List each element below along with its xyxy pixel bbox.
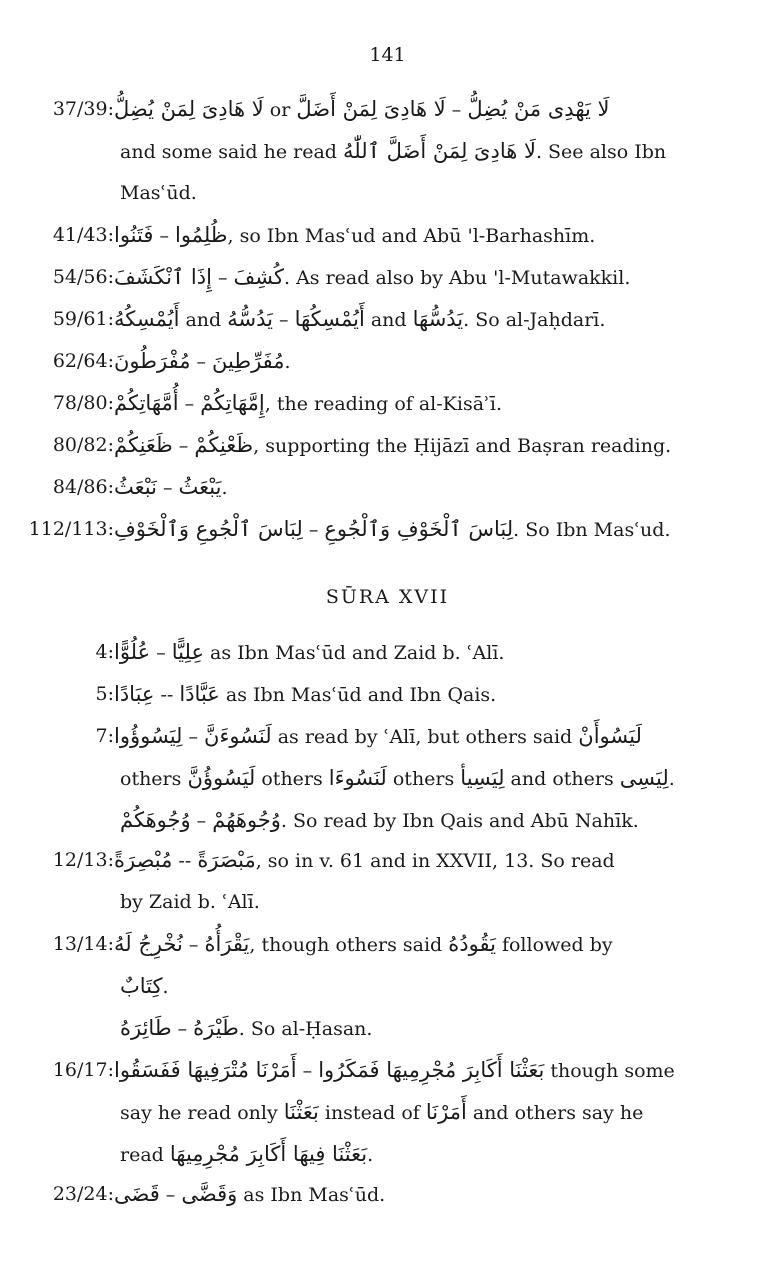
entry-line — [120, 1137, 373, 1171]
arabic-text: عِبَادًا — [114, 682, 155, 706]
section-heading: SŪRA XVII — [325, 586, 450, 608]
latin-text: , so Ibn Masʿud and Abū 'l-Barhashīm. — [227, 225, 596, 247]
latin-text: – — [159, 1184, 182, 1206]
latin-text: as Ibn Masʿūd and Zaid b. ʿAlī. — [203, 642, 505, 664]
arabic-text: عُلُوًّا — [114, 640, 151, 664]
entry-line — [114, 302, 605, 336]
arabic-text: وُجُوهَهُمْ — [212, 808, 281, 832]
arabic-text: نُخْرِجُ لَهُ — [114, 932, 183, 956]
latin-text: – — [150, 642, 172, 664]
arabic-text: عِلِيًّا — [171, 640, 204, 664]
arabic-text: أَمَرْنَا مُتْرَفِيهَا فَفَسَقُوا — [114, 1058, 297, 1082]
latin-text: . So Ibn Masʿud. — [513, 519, 671, 541]
arabic-text: ظَعْنِكُمْ — [194, 433, 254, 457]
arabic-text: لَا هَادِىَ لِمَنْ يُضِلُّ — [114, 97, 264, 121]
arabic-text: طَيْرَهُ — [193, 1016, 239, 1040]
verse-ref: 54/56: — [52, 266, 114, 288]
entry-line — [114, 927, 613, 961]
arabic-text: لَيَسُوؤُنَّ — [187, 766, 256, 790]
arabic-text: لِيَسِى — [619, 766, 669, 790]
verse-ref: 5: — [95, 683, 114, 705]
verse-ref: 80/82: — [52, 434, 114, 456]
entry-line — [114, 386, 502, 420]
latin-text: as read by ʿAlī, but others said — [271, 726, 579, 748]
arabic-text: كِتَابٌ — [120, 974, 163, 998]
arabic-text: لِيَسِيأ — [460, 766, 505, 790]
entry-line — [114, 719, 642, 753]
latin-text: -- — [154, 684, 180, 706]
arabic-text: عَبَّادًا — [179, 682, 220, 706]
arabic-text: لِبَاسَ ٱلْجُوعِ وَٱلْخَوْفِ — [114, 517, 303, 541]
latin-text: read — [120, 1144, 170, 1166]
arabic-text: يَقُودُهُ — [448, 932, 496, 956]
latin-text: . So al-Ḥasan. — [238, 1018, 373, 1040]
latin-text: – — [171, 1018, 194, 1040]
latin-text: instead of — [318, 1102, 426, 1124]
latin-text: , so in v. 61 and in XXVII, 13. So read — [255, 850, 615, 872]
entry-line — [120, 1011, 372, 1045]
latin-text: – — [182, 726, 205, 748]
arabic-text: بَعَثْنَا فِيهَا أَكَابِرَ مُجْرِمِيهَا — [169, 1142, 368, 1166]
latin-text: – — [156, 477, 179, 499]
latin-text: . As read also by Abu 'l-Mutawakkil. — [284, 267, 631, 289]
verse-ref: 12/13: — [52, 849, 114, 871]
latin-text: as Ibn Masʿūd and Ibn Qais. — [219, 684, 497, 706]
arabic-text: إِذَا ٱنْكَشَفَ — [114, 265, 212, 289]
arabic-text: مَبْصَرَةً — [197, 848, 256, 872]
verse-ref: 84/86: — [52, 476, 114, 498]
arabic-text: بَعَثْنَا أَكَابِرَ مُجْرِمِيهَا فَمَكَرُوا — [318, 1058, 545, 1082]
entry-line — [114, 635, 504, 669]
latin-text: , the reading of al-Kisāʾī. — [264, 393, 502, 415]
arabic-text: نَبْعَثُ — [114, 475, 157, 499]
entry-line — [120, 969, 169, 1003]
latin-text: – — [153, 225, 175, 247]
entry-line — [114, 428, 671, 462]
arabic-text: لَا هَادِىَ لِمَنْ أَضَلَّ ٱللّٰهُ — [343, 139, 536, 163]
latin-text: , supporting the Ḥijāzī and Baṣran reading. — [253, 435, 672, 457]
arabic-text: يَبْعَثُ — [178, 475, 222, 499]
verse-ref: 62/64: — [52, 350, 114, 372]
entry-line — [120, 761, 675, 795]
arabic-text: لَيَسُوأَنْ — [578, 724, 642, 748]
page-number: 141 — [369, 44, 406, 66]
latin-text: – — [302, 519, 325, 541]
entry-line — [120, 803, 639, 837]
latin-text: . — [668, 768, 675, 790]
entry-line — [120, 1095, 643, 1129]
arabic-text: لِبَاسَ ٱلْخَوْفِ وَٱلْجُوعِ — [324, 517, 514, 541]
latin-text: and — [364, 309, 413, 331]
entry-line — [114, 344, 291, 378]
entry-line — [114, 843, 615, 877]
latin-text: . — [221, 477, 228, 499]
latin-text: . — [162, 976, 169, 998]
latin-text: . So al-Jaḥdarī. — [463, 309, 606, 331]
arabic-text: طَائِرَهُ — [120, 1016, 172, 1040]
latin-text: and others say he — [466, 1102, 644, 1124]
entry-line — [114, 218, 595, 252]
latin-text: others — [255, 768, 329, 790]
entry-line — [114, 92, 610, 126]
entry-line — [114, 1177, 385, 1211]
verse-ref: 7: — [95, 725, 114, 747]
arabic-text: مُفْرَطُونَ — [114, 349, 191, 373]
entry-line — [120, 134, 666, 168]
entry-line — [114, 677, 496, 711]
arabic-text: أُمَّهَاتِكُمْ — [114, 391, 179, 415]
verse-ref: 13/14: — [52, 933, 114, 955]
latin-text: and some said he read — [120, 141, 343, 163]
entry-line — [114, 512, 670, 546]
entry-line — [120, 176, 197, 210]
verse-ref: 41/43: — [52, 224, 114, 246]
arabic-text: أَيُمْسِكُهَا — [294, 307, 365, 331]
latin-text: – — [190, 351, 213, 373]
arabic-text: إِمَّهَاتِكُمْ — [200, 391, 265, 415]
arabic-text: فَتَنُوا — [114, 223, 154, 247]
latin-text: – — [211, 267, 234, 289]
latin-text: . — [367, 1144, 374, 1166]
arabic-text: لَنَسُوءَا — [328, 766, 387, 790]
verse-ref: 59/61: — [52, 308, 114, 330]
latin-text: – — [296, 1060, 319, 1082]
verse-ref: 4: — [95, 641, 114, 663]
latin-text: -- — [172, 850, 198, 872]
arabic-text: يَدُسُّهُ — [227, 307, 273, 331]
latin-text: – — [190, 810, 213, 832]
latin-text: by Zaid b. ʿAlī. — [120, 891, 260, 913]
entry-line — [114, 260, 630, 294]
latin-text: – — [178, 393, 201, 415]
arabic-text: مُفَرِّطِينَ — [212, 349, 285, 373]
arabic-text: لَا يَهْدِى مَنْ يُضِلُّ — [467, 97, 610, 121]
latin-text: . — [284, 351, 291, 373]
arabic-text: أَيُمْسِكُهُ — [114, 307, 180, 331]
entry-line — [114, 470, 228, 504]
latin-text: – — [182, 934, 205, 956]
latin-text: – — [272, 309, 295, 331]
arabic-text: يَدُسُّهَا — [412, 307, 464, 331]
entry-line — [114, 1053, 675, 1087]
arabic-text: كُشِفَ — [233, 265, 284, 289]
latin-text: . See also Ibn — [535, 141, 667, 163]
arabic-text: ظَعَنِكُمْ — [114, 433, 173, 457]
latin-text: Masʿūd. — [120, 182, 197, 204]
entry-line — [120, 885, 260, 919]
latin-text: as Ibn Masʿūd. — [237, 1184, 386, 1206]
arabic-text: وُجُوهَكُمْ — [120, 808, 191, 832]
arabic-text: بَعَثْنَا — [283, 1100, 319, 1124]
latin-text: – — [172, 435, 195, 457]
arabic-text: أَمَرْنَا — [425, 1100, 467, 1124]
latin-text: and — [179, 309, 228, 331]
latin-text: . So read by Ibn Qais and Abū Nahīk. — [280, 810, 639, 832]
latin-text: followed by — [495, 934, 613, 956]
arabic-text: ظُلِمُوا — [175, 223, 228, 247]
latin-text: though some — [544, 1060, 675, 1082]
latin-text: or — [263, 99, 297, 121]
latin-text: say he read only — [120, 1102, 284, 1124]
verse-ref: 37/39: — [52, 98, 114, 120]
arabic-text: لَنَسُوءَنَّ — [204, 724, 272, 748]
latin-text: – — [445, 99, 468, 121]
arabic-text: يَقْرَأُهُ — [204, 932, 250, 956]
latin-text: , though others said — [249, 934, 449, 956]
arabic-text: لِيَسُوؤُوا — [114, 724, 183, 748]
arabic-text: وَقَضَّى — [181, 1182, 238, 1206]
verse-ref: 112/113: — [28, 518, 114, 540]
verse-ref: 23/24: — [52, 1183, 114, 1205]
latin-text: others — [386, 768, 461, 790]
verse-ref: 78/80: — [52, 392, 114, 414]
arabic-text: قَضَى — [114, 1182, 160, 1206]
arabic-text: لَا هَادِىَ لِمَنْ أَضَلَّ — [296, 97, 446, 121]
verse-ref: 16/17: — [52, 1059, 114, 1081]
arabic-text: مُبْصِرَةً — [114, 848, 173, 872]
latin-text: others — [120, 768, 188, 790]
latin-text: and others — [504, 768, 620, 790]
